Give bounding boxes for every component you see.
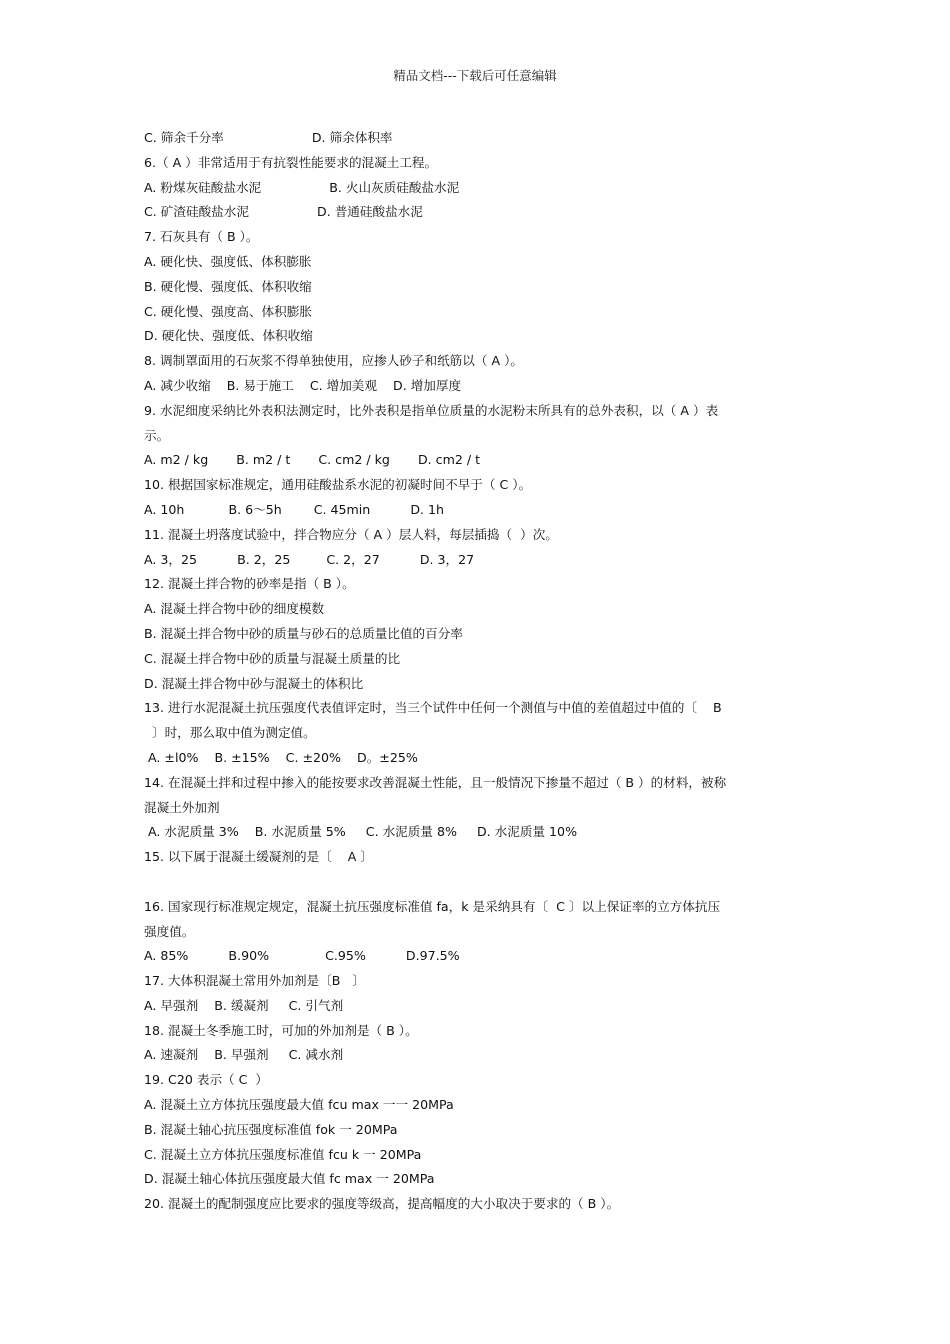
text-line: C. 混凝土拌合物中砂的质量与混凝土质量的比 [144,650,401,666]
text-line: A. 混凝土立方体抗压强度最大值 fcu max 一一 20MPa [144,1097,454,1113]
text-line: 强度值。 [144,923,195,939]
questions-block-b [144,895,814,1217]
text-line: C. 硬化慢、强度高、体积膨胀 [144,303,312,319]
text-line: 示。 [144,427,170,443]
text-line: 7. 石灰具有（ B ）。 [144,229,259,245]
page-header: 精品文档---下载后可任意编辑 [393,68,557,83]
text-line: B. 混凝土拌合物中砂的质量与砂石的总质量比值的百分率 [144,625,463,641]
text-line: B. 混凝土轴心抗压强度标准值 fok 一 20MPa [144,1121,398,1137]
text-line: A. 水泥质量 3% B. 水泥质量 5% C. 水泥质量 8% D. 水泥质量 10% [144,824,578,840]
text-line: A. 减少收缩 B. 易于施工 C. 增加美观 D. 增加厚度 [144,377,462,393]
text-line: 15. 以下属于混凝土缓凝剂的是〔 A 〕 [144,849,373,865]
text-line: 10. 根据国家标准规定，通用硅酸盐系水泥的初凝时间不早于（ C ）。 [144,477,532,493]
text-line: A. ±l0% B. ±15% C. ±20% D。±25% [144,749,418,765]
text-line: 6.（ A ）非常适用于有抗裂性能要求的混凝土工程。 [144,154,438,170]
text-line: A. 85% B.90% C.95% D.97.5% [144,948,460,964]
text-line: 19. C20 表示（ C ） [144,1072,269,1088]
text-line: 9. 水泥细度采纳比外表积法测定时，比外表积是指单位质量的水泥粉末所具有的总外表积，以（ A ）表 [144,402,719,418]
text-line: 18. 混凝土冬季施工时，可加的外加剂是（ B ）。 [144,1022,418,1038]
text-line: A. 速凝剂 B. 早强剂 C. 减水剂 [144,1047,344,1063]
document-body [144,126,814,1217]
text-line: 16. 国家现行标准规定规定，混凝土抗压强度标准值 fa，k 是采纳具有〔 C 〕以上保证率的立方体抗压 [144,898,721,914]
text-line: 13. 进行水泥混凝土抗压强度代表值评定时，当三个试件中任何一个测值与中值的差值超过中值的〔 B [144,700,722,716]
text-line: A. 粉煤灰硅酸盐水泥 B. 火山灰质硅酸盐水泥 [144,179,460,195]
text-line: 8. 调制罩面用的石灰浆不得单独使用，应掺人砂子和纸筋以（ A ）。 [144,353,523,369]
text-line: A. 硬化快、强度低、体积膨胀 [144,253,312,269]
text-line: 17. 大体积混凝土常用外加剂是〔B 〕 [144,973,365,989]
text-line: C. 矿渣硅酸盐水泥 D. 普通硅酸盐水泥 [144,204,423,220]
text-line: C. 混凝土立方体抗压强度标准值 fcu k 一 20MPa [144,1146,422,1162]
text-line: 〕时，那么取中值为测定值。 [144,725,316,741]
questions-block-a [144,126,814,870]
text-line: 14. 在混凝土拌和过程中掺入的能按要求改善混凝土性能，且一般情况下掺量不超过（ B ）的材料，被称 [144,774,727,790]
text-line: A. 混凝土拌合物中砂的细度模数 [144,601,325,617]
blank-line [144,870,814,895]
text-line: C. 筛余千分率 D. 筛余体积率 [144,130,393,145]
text-line: A. 3，25 B. 2，25 C. 2，27 D. 3，27 [144,551,475,567]
text-line: D. 混凝土轴心体抗压强度最大值 fc max 一 20MPa [144,1171,435,1187]
text-line: 12. 混凝土拌合物的砂率是指（ B ）。 [144,576,355,592]
text-line: 11. 混凝土坍落度试验中，拌合物应分（ A ）层人料，每层插捣（ ）次。 [144,526,558,542]
text-line: 20. 混凝土的配制强度应比要求的强度等级高，提高幅度的大小取决于要求的（ B ）。 [144,1196,620,1212]
text-line: A. 早强剂 B. 缓凝剂 C. 引气剂 [144,997,344,1013]
text-line: B. 硬化慢、强度低、体积收缩 [144,278,312,294]
text-line: A. 10h B. 6～5h C. 45min D. 1h [144,501,445,517]
text-line: A. m2 / kg B. m2 / t C. cm2 / kg D. cm2 / t [144,452,481,468]
text-line: D. 混凝土拌合物中砂与混凝土的体积比 [144,675,364,691]
text-line: D. 硬化快、强度低、体积收缩 [144,328,313,344]
text-line: 混凝土外加剂 [144,799,220,815]
